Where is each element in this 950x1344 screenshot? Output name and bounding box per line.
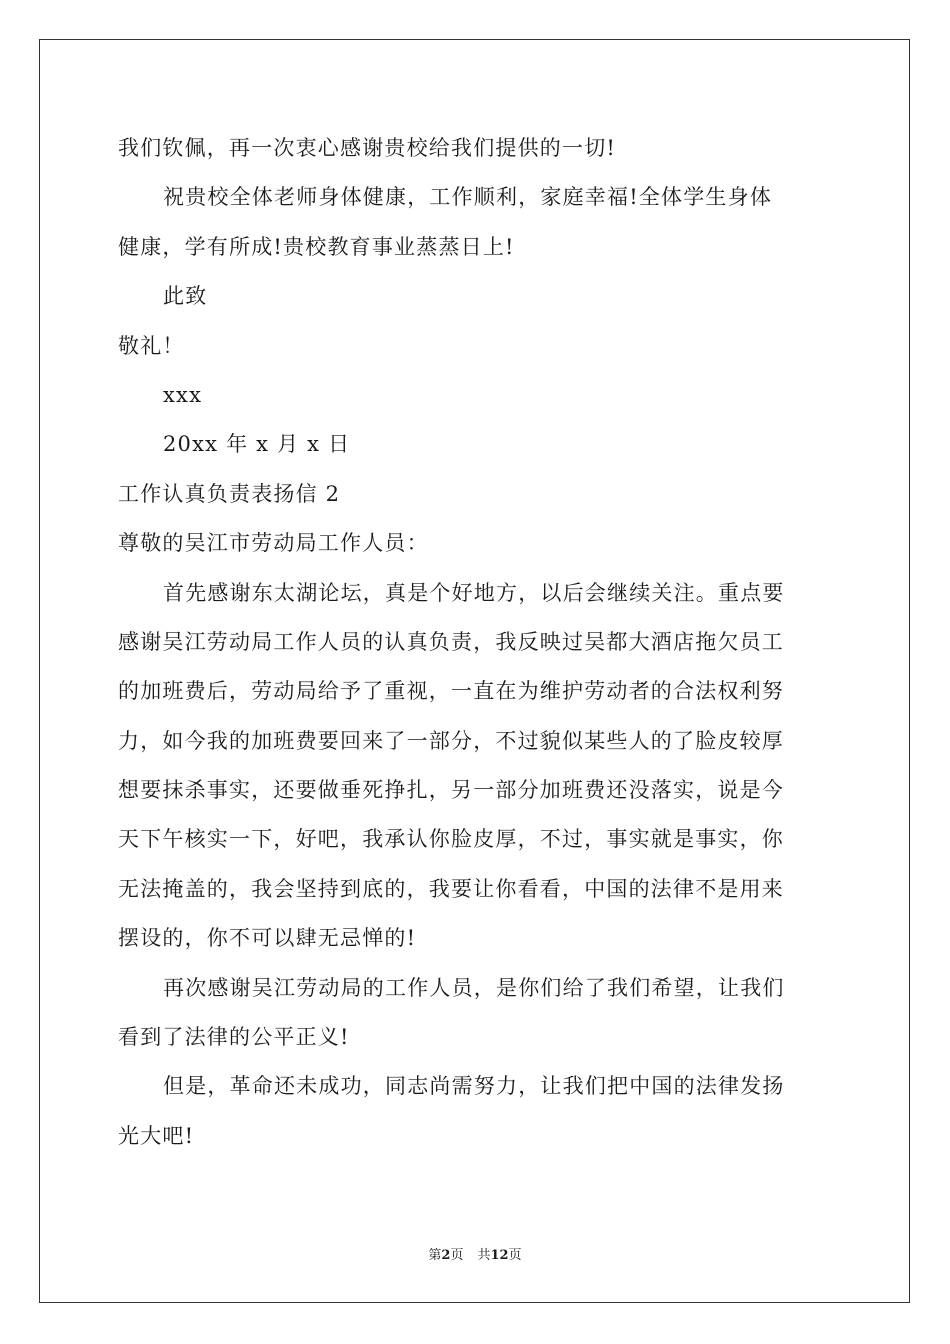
signature-name: xxx xyxy=(163,382,203,407)
text-line: 但是，革命还未成功，同志尚需努力，让我们把中国的法律发扬 xyxy=(163,1074,785,1099)
total-suffix: 页 xyxy=(508,1248,522,1263)
text-line: 祝贵校全体老师身体健康，工作顺利，家庭幸福!全体学生身体 xyxy=(163,185,773,210)
text-line: 光大吧! xyxy=(118,1123,195,1148)
section-title: 工作认真负责表扬信 2 xyxy=(118,481,341,506)
document-body xyxy=(118,124,838,1161)
salutation-line: 敬礼！ xyxy=(118,333,185,358)
text-line: 摆设的，你不可以肆无忌惮的! xyxy=(118,926,417,951)
text-line: 感谢吴江劳动局工作人员的认真负责，我反映过吴都大酒店拖欠员工 xyxy=(118,629,784,654)
text-line: 力，如今我的加班费要回来了一部分，不过貌似某些人的了脸皮较厚 xyxy=(118,728,784,753)
text-line: 天下午核实一下，好吧，我承认你脸皮厚，不过，事实就是事实，你 xyxy=(118,827,784,852)
salutation-line: 此致 xyxy=(163,284,208,309)
text-line: 想要抹杀事实，还要做垂死挣扎，另一部分加班费还没落实，说是今 xyxy=(118,778,784,803)
text-line: 看到了法律的公平正义! xyxy=(118,1025,350,1050)
text-line: 的加班费后，劳动局给予了重视，一直在为维护劳动者的合法权利努 xyxy=(118,679,784,704)
total-prefix: 共 xyxy=(477,1248,491,1263)
page-footer xyxy=(0,1247,950,1265)
page-prefix: 第 xyxy=(428,1248,442,1263)
text-line: 首先感谢东太湖论坛，真是个好地方，以后会继续关注。重点要 xyxy=(163,580,785,605)
text-line: 我们钦佩，再一次衷心感谢贵校给我们提供的一切! xyxy=(118,136,617,160)
signature-date: 20xx 年 x 月 x 日 xyxy=(163,432,351,457)
text-line: 健康，学有所成!贵校教育事业蒸蒸日上! xyxy=(118,234,515,259)
page-suffix: 页 xyxy=(450,1248,464,1263)
text-line: 无法掩盖的，我会坚持到底的，我要让你看看，中国的法律不是用来 xyxy=(118,876,784,901)
letter-greeting: 尊敬的吴江市劳动局工作人员： xyxy=(118,531,429,556)
page-number: 2 xyxy=(441,1248,451,1263)
total-pages: 12 xyxy=(490,1248,509,1263)
text-line: 再次感谢吴江劳动局的工作人员，是你们给了我们希望，让我们 xyxy=(163,975,785,1000)
